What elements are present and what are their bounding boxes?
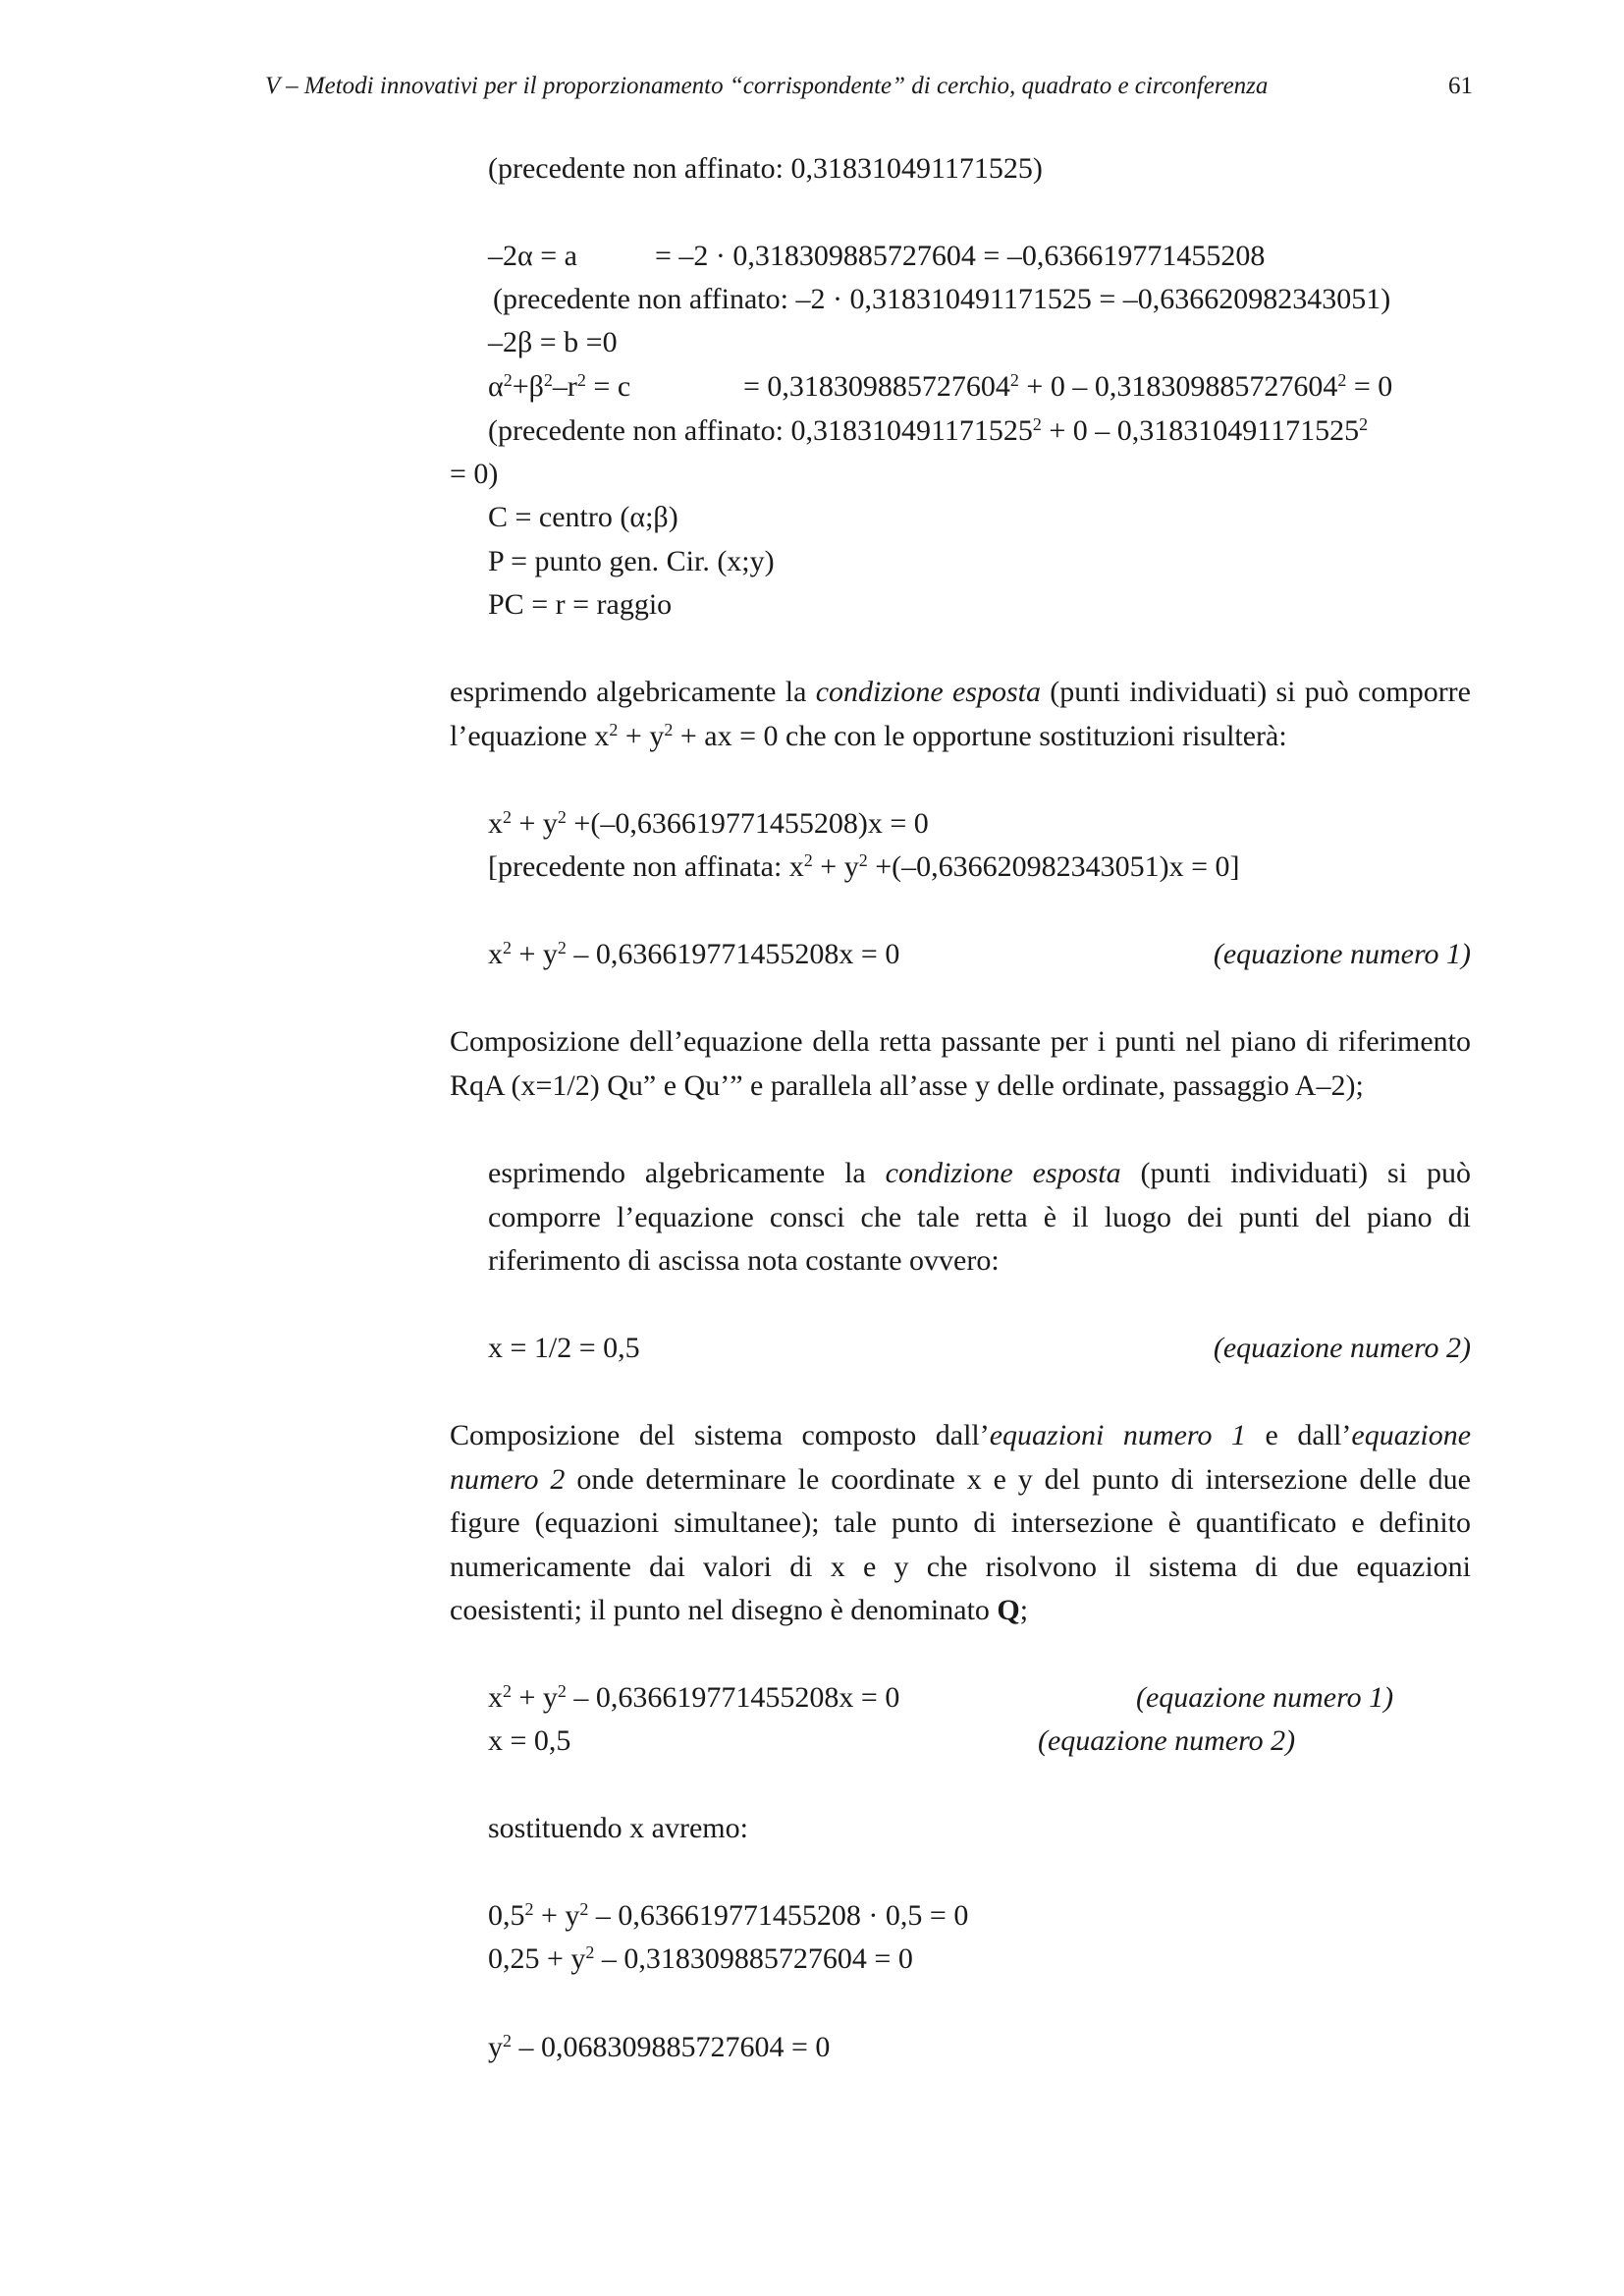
definition-line: C = centro (α;β) — [488, 501, 678, 533]
calculation-line: $0,5^2 + y^2 - 0,636619771455208 \cdot 0,5 = 0$ — [488, 1899, 969, 1932]
equation-line: –2β = b =0 — [488, 326, 618, 358]
running-title: V – Metodi innovativi per il proporzionamento “corrispondente” di cerchio, quadrato e circonferenza — [265, 73, 1269, 99]
paragraph: esprimendo algebricamente la condizione esposta (punti individuati) si può comporre l’equazione $x^2 + y^2$ + ax = 0 che con le opportune sostituzioni risulterà: — [450, 676, 1471, 752]
equation-label: (equazione numero 2) — [1038, 1724, 1296, 1757]
equation-line: $x^2 + y^2 +(-0,636619771455208)x = 0$ — [488, 807, 929, 840]
system-equation-2: x = 0,5 — [488, 1724, 571, 1757]
paragraph: Composizione del sistema composto dall’equazioni numero 1 e dall’equazione numero 2 onde determinare le coordinate x e y del punto di intersezione delle due figure (equazioni simultanee); tale punto di intersezione è quantificato e definito numericamente dai valori di x e y che risolvono il sistema di due equazioni coesistenti; il punto nel disegno è denominato Q; — [450, 1419, 1472, 1626]
definition-line: P = punto gen. Cir. (x;y) — [488, 545, 775, 577]
definition-line: PC = r = raggio — [488, 588, 673, 621]
equation-label: (equazione numero 2) — [1213, 1332, 1471, 1364]
equation-line: (precedente non affinato: $0,318310491171525^2 + 0 - 0,318310491171525^2$ — [488, 414, 1369, 447]
running-header — [265, 73, 1473, 100]
system-equation-1: $x^2 + y^2 - 0,636619771455208x = 0$ — [488, 1681, 900, 1714]
equation-line: (precedente non affinato: 0,318310491171525) — [488, 152, 1043, 185]
paragraph: esprimendo algebricamente la condizione esposta (punti individuati) si può comporre l’equazione consci che tale retta è il luogo dei punti del piano di riferimento di ascissa nota costante ovvero: — [488, 1157, 1472, 1277]
equation-rhs: = $0,318309885727604^2 + 0 - 0,318309885727604^2 = 0$ — [743, 370, 1393, 403]
equation-rhs: = –2 · 0,318309885727604 = –0,636619771455208 — [655, 240, 1266, 272]
equation-lhs: $\alpha^2+\beta^2-r^2 = c$ — [488, 370, 631, 403]
text-line: sostituendo x avremo: — [488, 1812, 748, 1844]
equation-label: (equazione numero 1) — [1213, 938, 1471, 970]
equation-lhs: –2α = a — [488, 240, 577, 272]
calculation-line: $y^2 - 0,068309885727604 = 0$ — [488, 2031, 831, 2063]
equation-label: (equazione numero 1) — [1136, 1681, 1394, 1714]
calculation-line: $0,25 + y^2 - 0,318309885727604 = 0$ — [488, 1942, 913, 1975]
equation-2: x = 1/2 = 0,5 — [488, 1332, 640, 1364]
equation-1: $x^2 + y^2 - 0,636619771455208x = 0$ — [488, 938, 900, 970]
equation-line: = 0) — [450, 458, 499, 490]
equation-line: (precedente non affinato: –2 · 0,318310491171525 = –0,636620982343051) — [493, 283, 1391, 315]
page-number: 61 — [1448, 73, 1473, 99]
equation-line: [precedente non affinata: $x^2 + y^2 +(-0,636620982343051)x = 0$] — [488, 850, 1240, 883]
paragraph: Composizione dell’equazione della retta passante per i punti nel piano di riferimento RqA (x=1/2) Qu” e Qu’” e parallela all’asse y delle ordinate, passaggio A–2); — [450, 1025, 1471, 1102]
